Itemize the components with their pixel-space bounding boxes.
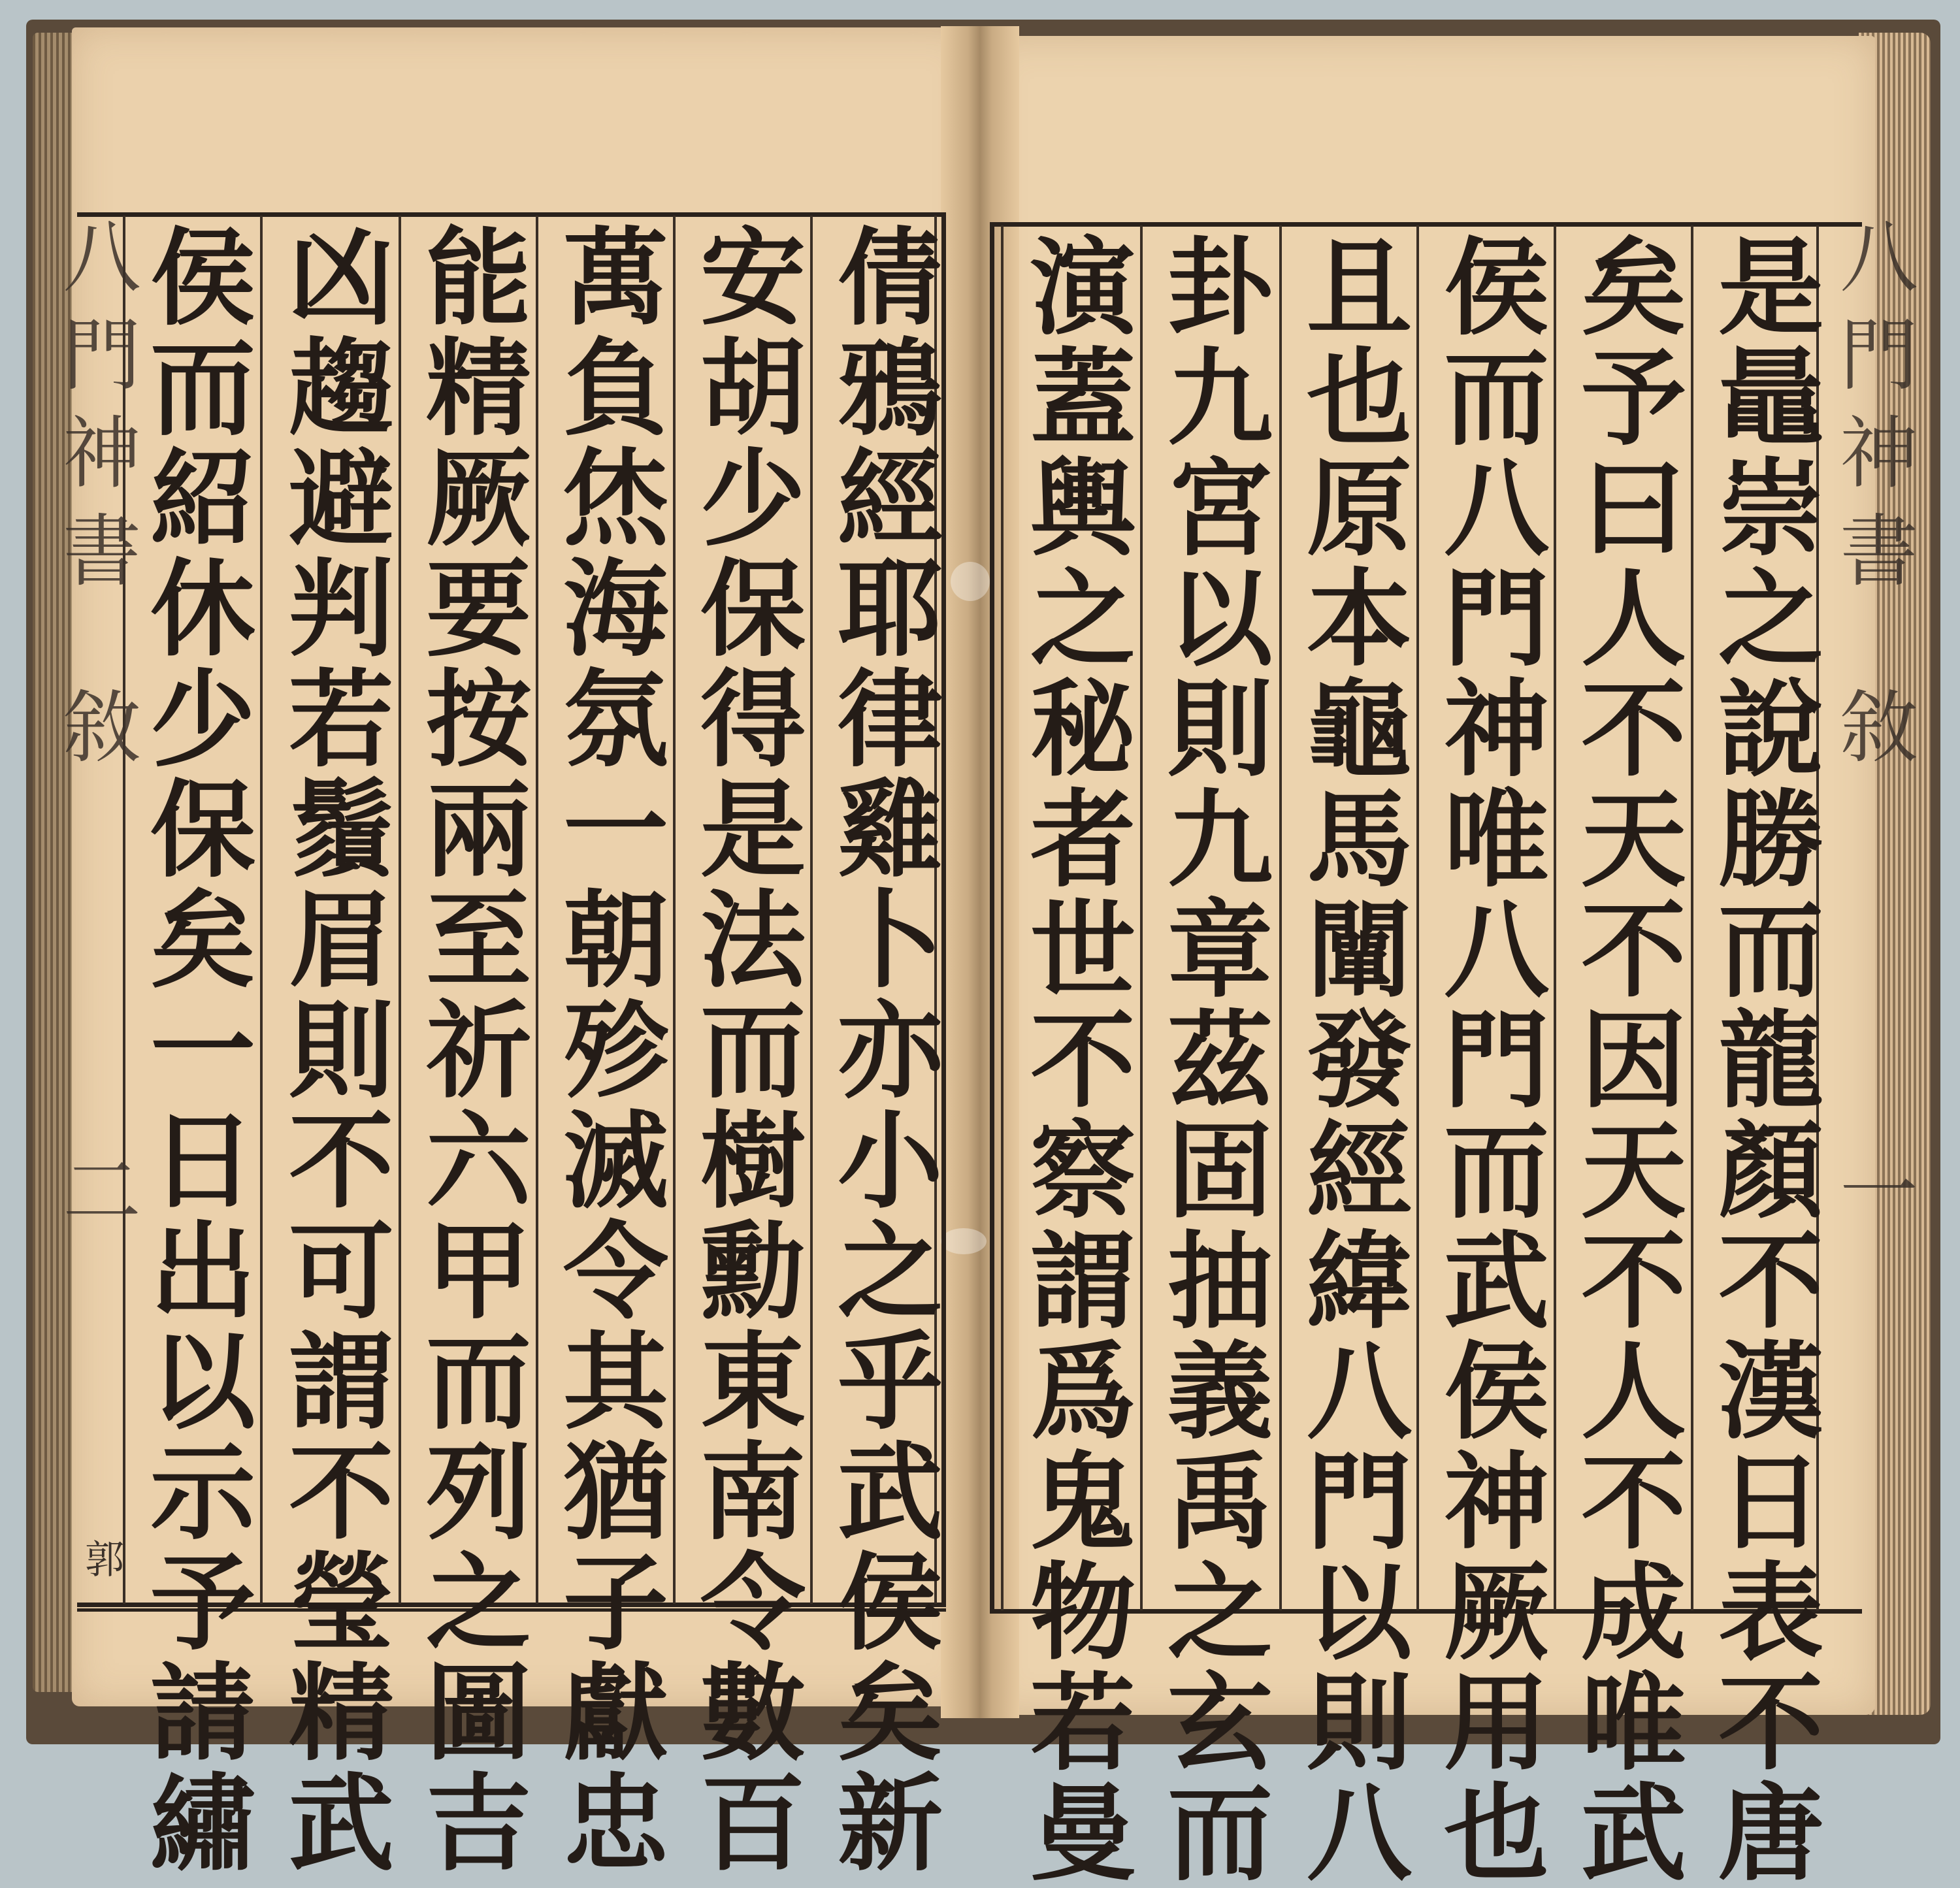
left-column-5: 凶趨避判若鬚眉則不可謂不瑩精武: [272, 222, 395, 1878]
right-column-rule: [1554, 225, 1556, 1610]
left-column-rule: [673, 216, 676, 1604]
right-column-rule: [1416, 225, 1419, 1610]
right-column-rule: [1140, 225, 1143, 1610]
left-margin-title: 八門神書: [50, 216, 140, 608]
left-page-number: 二: [50, 1150, 140, 1248]
right-column-4: 且也原本龜馬闡發經緯八門以則八: [1290, 232, 1413, 1888]
right-margin-section: 敘: [1827, 686, 1918, 784]
left-column-3: 萬負烋海氛一朝殄滅令其猶子獻忠: [546, 222, 670, 1878]
right-column-rule: [1691, 225, 1693, 1610]
right-column-5: 卦九宮以則九章茲固抽義禹之玄而: [1151, 232, 1274, 1888]
right-column-1: 是鼂崇之說勝而龍顏不漢日表不唐: [1701, 232, 1825, 1888]
right-inner-border: [1001, 225, 1004, 1610]
right-column-2: 矣予曰人不天不因天不人不成唯武: [1564, 232, 1688, 1888]
right-column-6: 演蓋輿之秘者世不察謂爲鬼物若曼: [1013, 232, 1137, 1888]
right-column-3: 侯而八門神唯八門而武侯神厥用也: [1427, 232, 1550, 1888]
left-column-rule: [810, 216, 813, 1604]
left-column-4: 能精厥要按兩至祈六甲而列之圖吉: [409, 222, 532, 1878]
right-margin-title: 八門神書: [1827, 216, 1918, 608]
left-column-6: 侯而紹休少保矣一日出以示予請繡: [133, 222, 257, 1878]
left-column-rule: [536, 216, 538, 1604]
right-column-rule: [1279, 225, 1282, 1610]
paper-fiber: [951, 562, 990, 601]
left-carver-mark: 郭: [85, 1537, 124, 1583]
right-page-number: 一: [1827, 1150, 1918, 1248]
left-column-1: 倩鴉經耶律雞卜亦小之乎武侯矣新: [821, 222, 944, 1878]
left-column-rule: [260, 216, 263, 1604]
paper-fiber: [941, 1228, 987, 1254]
left-column-2: 安胡少保得是法而樹勳東南令數百: [683, 222, 807, 1878]
left-column-rule: [399, 216, 401, 1604]
left-margin-section: 敘: [50, 686, 140, 784]
